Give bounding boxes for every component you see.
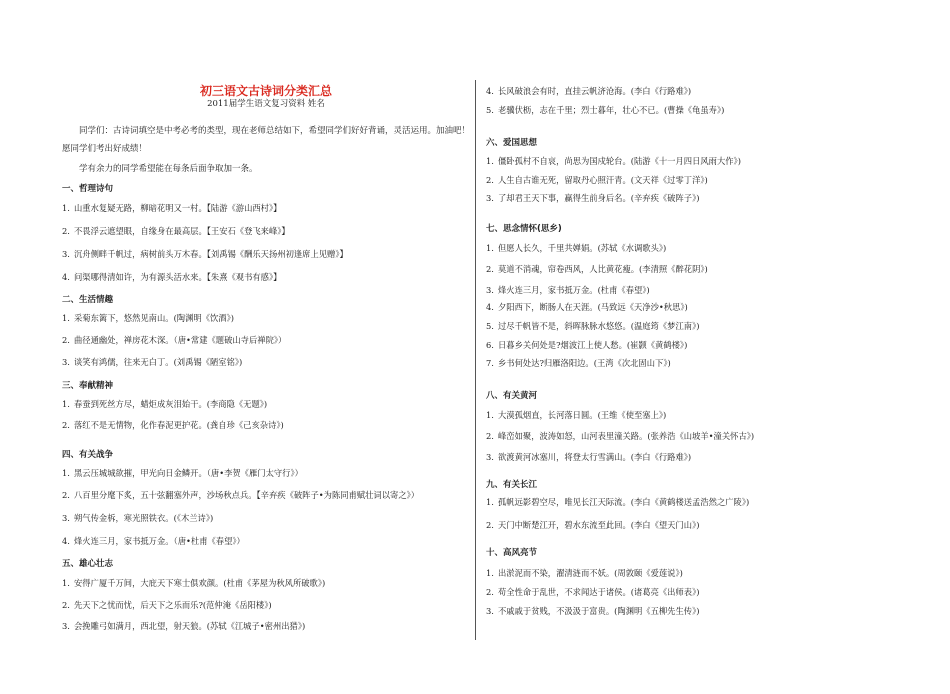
item-number: 1. (62, 468, 70, 478)
item-text: 天门中断楚江开，碧水东流至此回。(李白《望天门山》) (498, 520, 700, 530)
item-number: 2. (62, 490, 70, 500)
item-text: 苟全性命于乱世，不求闻达于诸侯。(诸葛亮《出师表》) (498, 587, 700, 597)
section-title: 九、有关长江 (486, 480, 538, 490)
item-text: 出淤泥而不染，濯清涟而不妖。(周敦颐《爱莲说》) (498, 568, 683, 578)
item-text: 沉舟侧畔千帆过，病树前头万木春。【刘禹锡《酬乐天扬州初逢席上见赠》】 (74, 249, 348, 259)
list-item (486, 519, 699, 531)
list-item (486, 104, 724, 116)
item-number: 3. (62, 357, 70, 367)
intro-paragraph: 同学们：古诗词填空是中考必考的类型，现在老师总结如下，希望同学们好好背诵，灵活运用。加油吧！愿同学们考出好成绩！ (62, 126, 471, 154)
list-item (62, 225, 290, 237)
item-text: 夕阳西下，断肠人在天涯。(马致远《天净沙•秋思》) (498, 302, 688, 312)
item-text: 朔气传金柝，寒光照铁衣。(《木兰诗》) (74, 513, 214, 523)
item-number: 3. (62, 621, 70, 631)
list-item (486, 567, 683, 579)
list-item (486, 85, 691, 97)
list-item (486, 451, 691, 463)
item-text: 安得广厦千万间，大庇天下寒士俱欢颜。(杜甫《茅屋为秋风所破歌》) (74, 578, 326, 588)
list-item (486, 242, 666, 254)
item-text: 大漠孤烟直，长河落日圆。(王维《使至塞上》) (498, 410, 667, 420)
list-item (62, 248, 348, 260)
page-title: 初三语文古诗词分类汇总 (199, 84, 332, 98)
item-number: 3. (486, 285, 494, 295)
item-text: 老骥伏枥，志在千里；烈士暮年，壮心不已。(曹操《龟虽寿》) (498, 105, 725, 115)
list-item (62, 467, 303, 479)
item-number: 4. (486, 86, 494, 96)
item-text: 黑云压城城欲摧，甲光向日金鳞开。（唐•李贺《雁门太守行》） (74, 468, 303, 478)
item-text: 不畏浮云遮望眼，自缘身在最高层。【王安石《登飞来峰》】 (74, 226, 290, 236)
section-title: 七、思念情怀(思乡) (486, 224, 562, 234)
item-number: 1. (62, 203, 70, 213)
item-text: 人生自古谁无死，留取丹心照汗青。(文天祥《过零丁洋》) (498, 175, 708, 185)
item-text: 莫道不消魂，帘卷西风，人比黄花瘦。(李清照《醉花阴》) (498, 264, 708, 274)
item-number: 7. (486, 358, 494, 368)
list-item (486, 155, 741, 167)
item-number: 2. (486, 587, 494, 597)
list-item (62, 489, 419, 501)
item-number: 3. (486, 193, 494, 203)
list-item (62, 398, 267, 410)
list-item (62, 512, 213, 524)
item-number: 2. (486, 175, 494, 185)
list-item (486, 605, 699, 617)
list-item (486, 496, 749, 508)
list-item (486, 263, 708, 275)
list-item (486, 301, 688, 313)
list-item (486, 320, 699, 332)
item-text: 乡书何处达?归雁洛阳边。(王湾《次北固山下》) (498, 358, 671, 368)
section-title: 十、高风亮节 (486, 548, 538, 558)
list-item (486, 430, 754, 442)
item-text: 欲渡黄河冰塞川，将登太行雪满山。(李白《行路难》) (498, 452, 692, 462)
list-item (486, 586, 699, 598)
item-number: 1. (486, 243, 494, 253)
item-number: 2. (62, 600, 70, 610)
item-text: 曲径通幽处，禅房花木深。（唐•常建《题破山寺后禅院》） (74, 335, 287, 345)
item-text: 过尽千帆皆不是，斜晖脉脉水悠悠。(温庭筠《梦江南》) (498, 321, 700, 331)
item-number: 4. (486, 302, 494, 312)
item-text: 峰峦如聚，波涛如怒，山河表里潼关路。(张养浩《山坡羊•潼关怀古》) (498, 431, 755, 441)
item-text: 但愿人长久，千里共婵娟。(苏轼《水调歌头》) (498, 243, 667, 253)
item-text: 了却君王天下事，赢得生前身后名。(辛弃疾《破阵子》) (498, 193, 700, 203)
section-title: 四、有关战争 (62, 450, 114, 460)
item-number: 1. (486, 568, 494, 578)
list-item (62, 202, 281, 214)
item-number: 3. (486, 452, 494, 462)
list-item (486, 284, 650, 296)
list-item (62, 356, 242, 368)
item-number: 3. (486, 606, 494, 616)
item-number: 3. (62, 249, 70, 259)
item-text: 采菊东篱下，悠然见南山。(陶渊明《饮酒》) (74, 313, 234, 323)
item-number: 1. (486, 156, 494, 166)
item-text: 不戚戚于贫贱，不汲汲于富贵。(陶渊明《五柳先生传》) (498, 606, 700, 616)
list-item (62, 620, 305, 632)
list-item (486, 357, 671, 369)
item-number: 2. (62, 226, 70, 236)
list-item (62, 599, 272, 611)
section-title: 一、哲理诗句 (62, 184, 114, 194)
item-text: 会挽雕弓如满月，西北望，射天狼。(苏轼《江城子•密州出猎》) (74, 621, 306, 631)
item-number: 2. (62, 335, 70, 345)
list-item (486, 339, 687, 351)
page-subtitle: 2011届学生语文复习资料 姓名 (207, 99, 325, 109)
item-text: 日暮乡关何处是?烟波江上使人愁。(崔颢《黄鹤楼》) (498, 340, 688, 350)
list-item (486, 409, 666, 421)
item-number: 3. (62, 513, 70, 523)
item-number: 1. (486, 497, 494, 507)
section-title: 八、有关黄河 (486, 391, 538, 401)
column-divider (475, 80, 476, 640)
item-number: 1. (62, 313, 70, 323)
item-text: 春蚕到死丝方尽，蜡炬成灰泪始干。(李商隐《无题》) (74, 399, 268, 409)
list-item (62, 312, 234, 324)
item-number: 2. (486, 264, 494, 274)
item-number: 5. (486, 321, 494, 331)
intro-note: 学有余力的同学希望能在每条后面争取加一条。 (79, 164, 258, 174)
list-item (62, 577, 325, 589)
list-item (62, 535, 245, 547)
item-number: 1. (62, 578, 70, 588)
item-text: 僵卧孤村不自哀，尚思为国戍轮台。(陆游《十一月四日风雨大作》) (498, 156, 741, 166)
item-text: 八百里分麾下炙，五十弦翻塞外声，沙场秋点兵。【辛弃疾《破阵子•为陈同甫赋壮词以寄之》） (74, 490, 420, 500)
item-number: 5. (486, 105, 494, 115)
item-number: 2. (486, 520, 494, 530)
list-item (62, 334, 286, 346)
item-text: 烽火连三月，家书抵万金。（唐•杜甫《春望》） (74, 536, 245, 546)
list-item (486, 192, 699, 204)
section-title: 二、生活情趣 (62, 295, 114, 305)
list-item (486, 174, 708, 186)
list-item (62, 419, 284, 431)
item-number: 4. (62, 536, 70, 546)
section-title: 六、爱国思想 (486, 138, 538, 148)
item-text: 山重水复疑无路，柳暗花明又一村。【陆游《游山西村》】 (74, 203, 282, 213)
item-text: 烽火连三月，家书抵万金。(杜甫《春望》) (498, 285, 650, 295)
item-text: 谈笑有鸿儒，往来无白丁。(刘禹锡《陋室铭》) (74, 357, 243, 367)
item-text: 长风破浪会有时，直挂云帆济沧海。(李白《行路难》) (498, 86, 692, 96)
section-title: 五、雄心壮志 (62, 559, 114, 569)
item-text: 落红不是无情物，化作春泥更护花。(龚自珍《己亥杂诗》) (74, 420, 284, 430)
item-text: 问渠哪得清如许，为有源头活水来。【朱熹《观书有感》】 (74, 272, 282, 282)
item-number: 2. (486, 431, 494, 441)
section-title: 三、奉献精神 (62, 381, 114, 391)
list-item (62, 271, 281, 283)
item-text: 孤帆远影碧空尽，唯见长江天际流。(李白《黄鹤楼送孟浩然之广陵》) (498, 497, 750, 507)
item-number: 4. (62, 272, 70, 282)
item-number: 2. (62, 420, 70, 430)
item-number: 6. (486, 340, 494, 350)
item-number: 1. (62, 399, 70, 409)
item-text: 先天下之忧而忧，后天下之乐而乐?(范仲淹《岳阳楼》) (74, 600, 272, 610)
item-number: 1. (486, 410, 494, 420)
